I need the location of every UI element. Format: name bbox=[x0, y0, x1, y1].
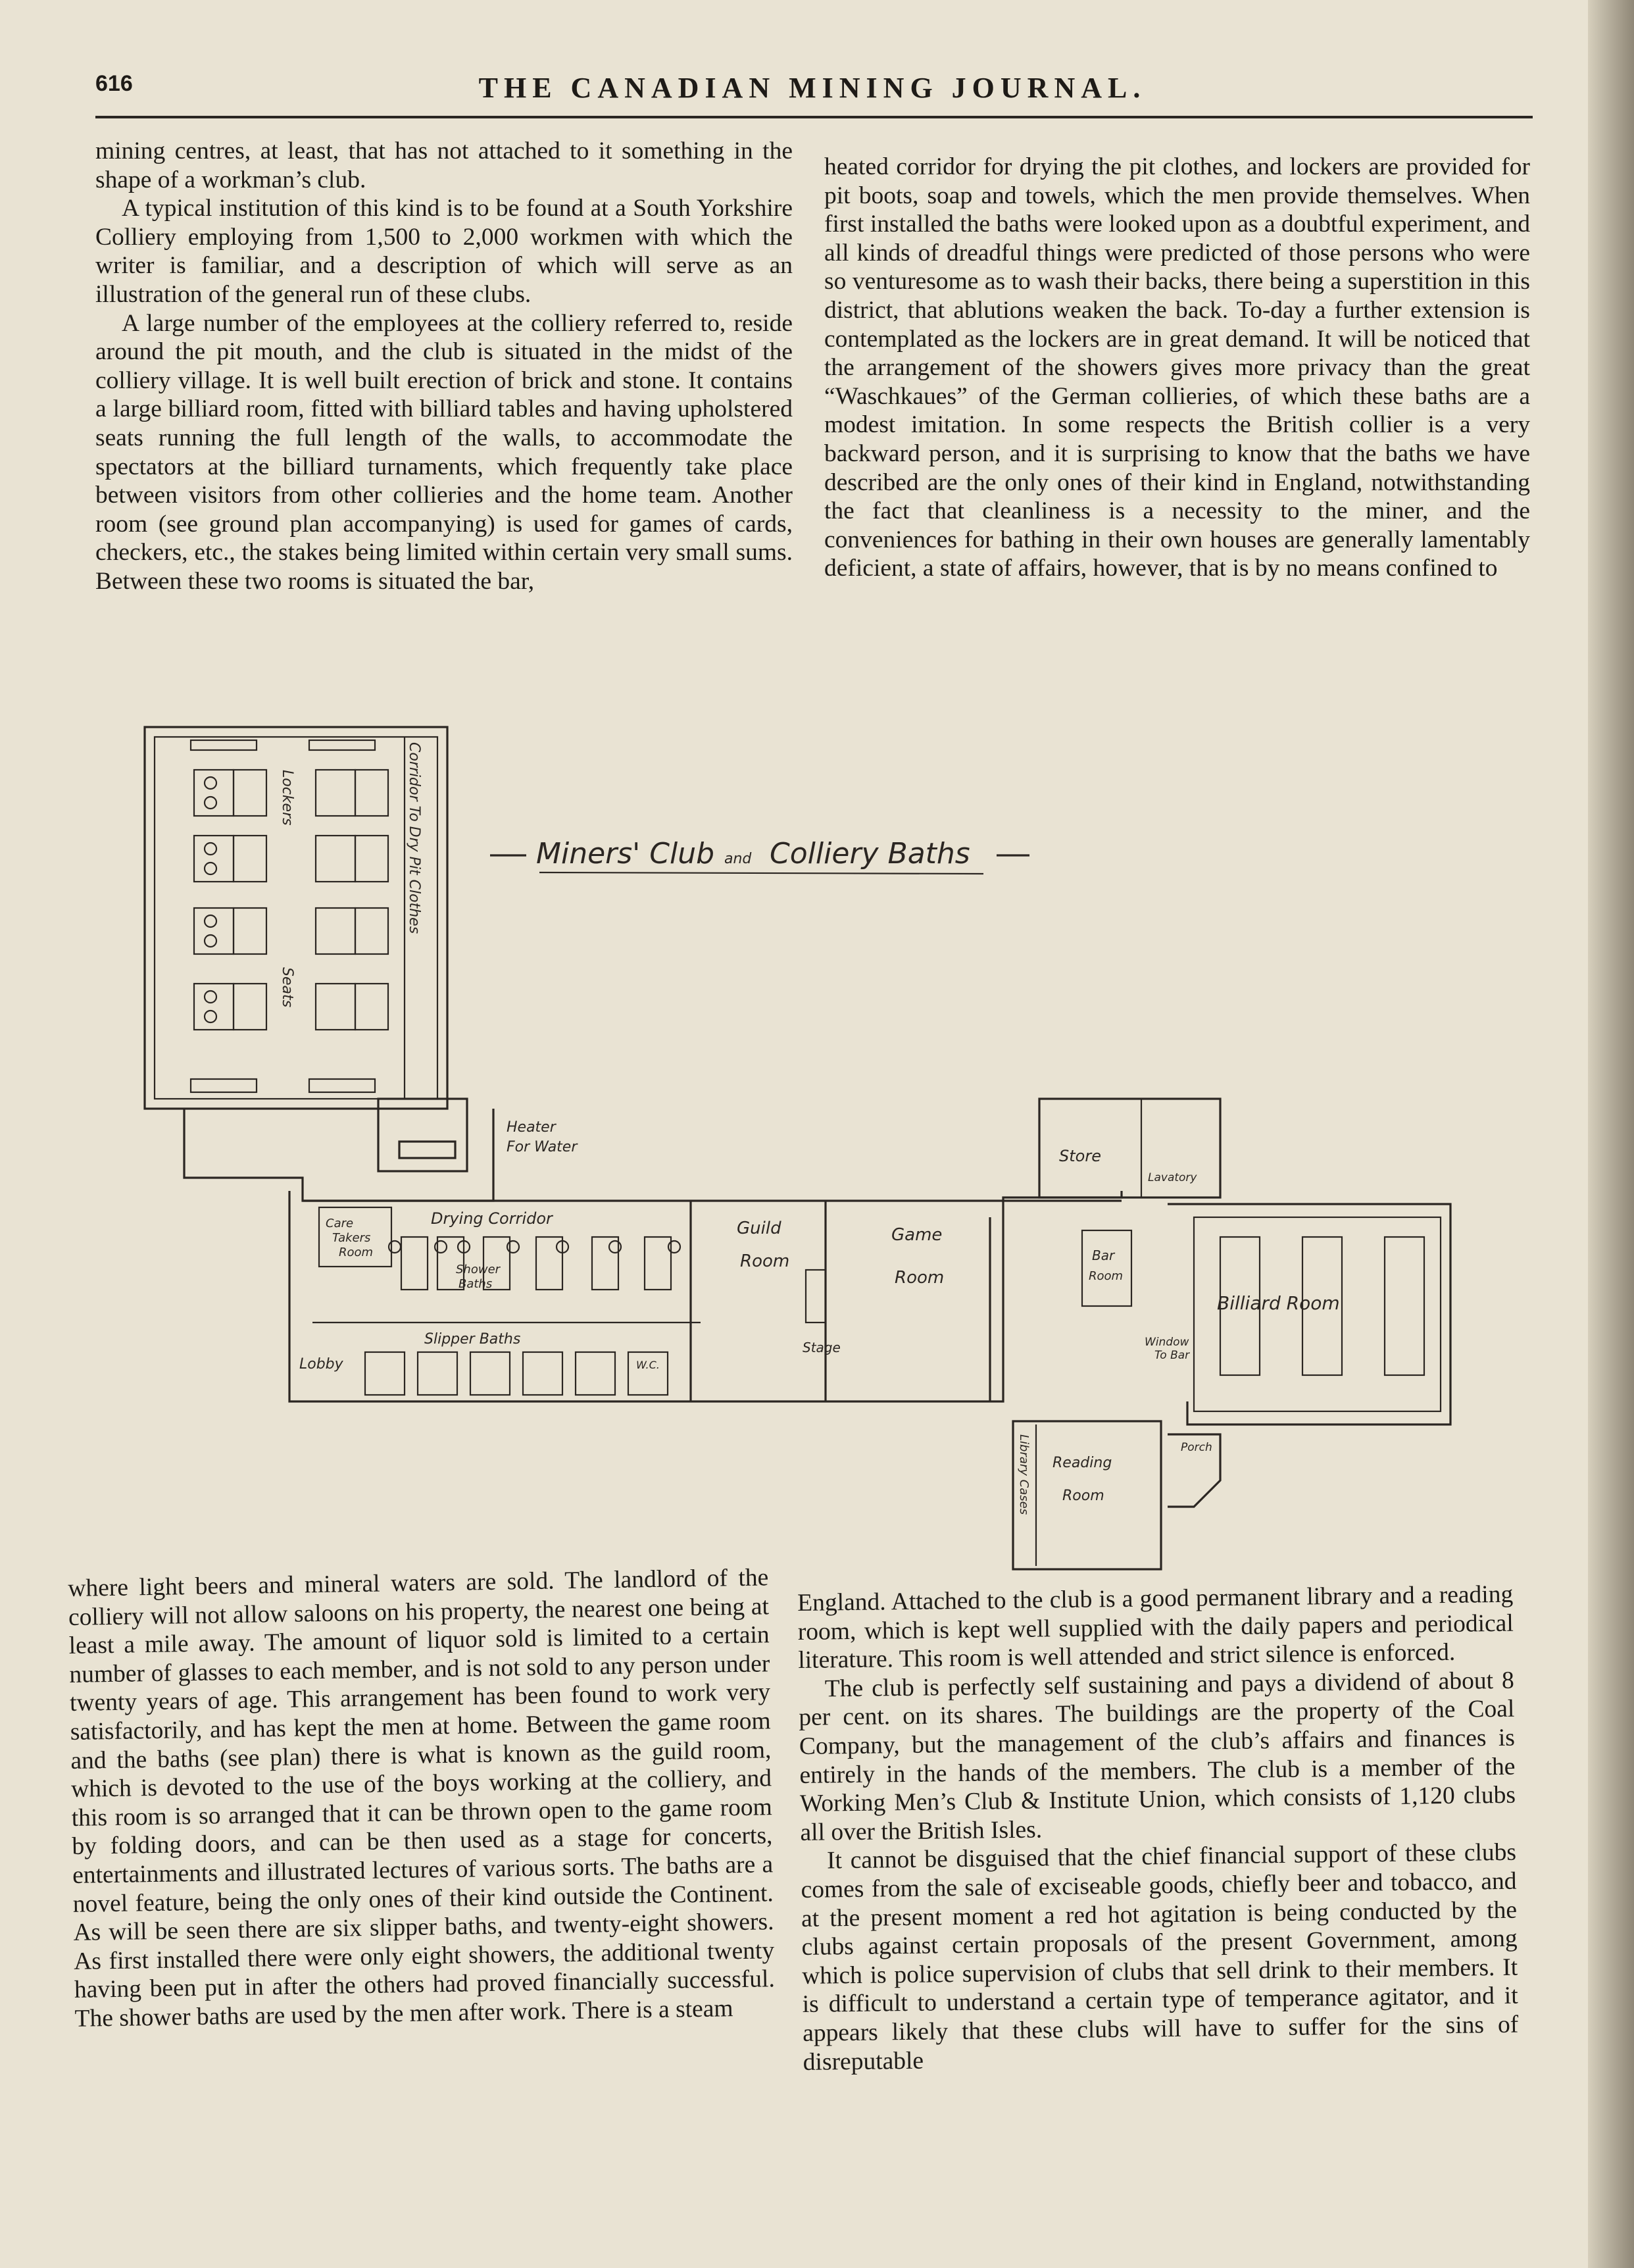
label-library: Library Cases bbox=[1017, 1434, 1031, 1515]
ground-plan-figure bbox=[141, 717, 1460, 1573]
label-slipper-baths: Slipper Baths bbox=[424, 1331, 521, 1348]
label-caretaker-3: Room bbox=[339, 1246, 374, 1259]
bar-room bbox=[1082, 1230, 1131, 1306]
title-underline bbox=[539, 872, 983, 874]
label-window-2: To Bar bbox=[1154, 1349, 1190, 1362]
label-lockers: Lockers bbox=[279, 770, 295, 826]
label-guild-1: Guild bbox=[737, 1219, 781, 1238]
locker-wing-inner bbox=[155, 737, 437, 1099]
page-edge-shadow bbox=[1588, 0, 1634, 2268]
label-bar-1: Bar bbox=[1092, 1247, 1115, 1263]
shower-stalls bbox=[389, 1237, 680, 1290]
label-store: Store bbox=[1059, 1147, 1101, 1165]
label-reading-2: Room bbox=[1062, 1488, 1104, 1504]
page-number: 616 bbox=[95, 71, 133, 96]
ground-plan-drawing bbox=[141, 717, 1460, 1573]
label-reading-1: Reading bbox=[1052, 1455, 1112, 1471]
label-porch: Porch bbox=[1181, 1441, 1212, 1454]
paragraph: heated corridor for drying the pit clothes, and lockers are provided for pit boots, soap and towels, which the men provide themselves. When first installed the baths were looked upon as a doubtful experiment, and all kinds of dreadful things were predicted of those persons who were so venturesome as to wash their backs, there being a superstition in this district, that ablutions weaken the back. To-day a further extension is contemplated as the lockers are in great demand. It will be noticed that the arrangement of the showers gives more privacy than the great “Waschkaues” of the German collieries, of which these baths are a modest imitation. In some respects the British collier is a very backward person, and it is surprising to know that the baths we have described are the only ones of their kind in England, notwithstanding the fact that cleanliness is a necessity to the miner, and the conveniences for bathing in their own houses are generally lamentably deficient, a state of affairs, however, that is by no means confined to bbox=[824, 153, 1530, 582]
column-bottom-left bbox=[68, 1563, 776, 2033]
plan-title-end: Colliery Baths bbox=[770, 837, 970, 870]
label-game-1: Game bbox=[891, 1225, 943, 1245]
page-header bbox=[95, 66, 1529, 118]
billiard-room bbox=[1194, 1217, 1441, 1411]
header-rule bbox=[95, 116, 1533, 118]
column-top-right bbox=[824, 153, 1530, 583]
paragraph: The club is perfectly self sustaining and pays a dividend of about 8 per cent. on its shares. The buildings are the property of the Coal Company, but the management of the club’s affairs and finances is entirely in the hands of the members. The club is a member of the Working Men’s Club & Institute Union, which consists of 1,120 clubs all over the British Isles. bbox=[799, 1667, 1516, 1846]
label-caretaker-1: Care bbox=[326, 1217, 354, 1230]
paragraph: It cannot be disguised that the chief financial support of these clubs comes from the sale of exciseable goods, chiefly beer and tobacco, and at the present moment a red hot agitation is being conducted by the clubs against certain proposals of the present Government, among which is police supervision of clubs that sell drink to their members. It is difficult to understand a certain type of temperance agitator, and it appears likely that these clubs will have to suffer for the sins of disreputable bbox=[801, 1839, 1519, 2076]
paragraph: where light beers and mineral waters are sold. The landlord of the colliery will not allow saloons on his property, the nearest one being at least a mile away. The amount of liquor sold is limited to a certain number of glasses to each member, and is not sold to any person under twenty years of age. This arrangement has been found to work very satisfactorily, and has kept the men at home. Between the game room and the baths (see plan) there is what is known as the guild room, which is devoted to the use of the boys working at the colliery, and this room is so arranged that it can be thrown open to the game room by folding doors, and can be then used as a stage for concerts, entertainments and illustrated lectures of various sorts. The baths are a novel feature, being the only ones of their kind outside the Continent. As will be seen there are six slipper baths, and twenty-eight showers. As first installed there were only eight showers, the additional twenty having been put in after the others had proved financially successful. The shower baths are used by the men after work. There is a steam bbox=[68, 1564, 776, 2032]
label-heater-1: Heater bbox=[507, 1119, 556, 1136]
label-shower-2: Baths bbox=[458, 1277, 493, 1291]
label-corridor: Corridor To Dry Pit Clothes bbox=[406, 742, 422, 934]
plan-title-and: and bbox=[724, 851, 752, 867]
paragraph: mining centres, at least, that has not attached to it something in the shape of a workman’s club. bbox=[95, 138, 793, 193]
plan-title-main: Miners' Club bbox=[536, 837, 715, 870]
label-stage: Stage bbox=[803, 1340, 841, 1355]
label-game-2: Room bbox=[895, 1268, 945, 1288]
stage-steps bbox=[806, 1270, 826, 1323]
label-window-1: Window bbox=[1145, 1336, 1189, 1349]
label-caretaker-2: Takers bbox=[332, 1231, 371, 1245]
label-lobby: Lobby bbox=[299, 1356, 343, 1373]
column-top-left bbox=[95, 137, 793, 596]
label-lavatory: Lavatory bbox=[1148, 1171, 1197, 1184]
label-heater-2: For Water bbox=[507, 1139, 578, 1155]
journal-title: THE CANADIAN MINING JOURNAL. bbox=[478, 72, 1147, 104]
paragraph: A typical institution of this kind is to be found at a South Yorkshire Colliery employing from 1,500 to 2,000 workmen with which the writer is familiar, and a description of which will serve as an illustration of the general run of these clubs. bbox=[95, 195, 793, 308]
locker-wing-outline bbox=[145, 727, 447, 1109]
paragraph: A large number of the employees at the colliery referred to, reside around the pit mouth, and the club is situated in the midst of the colliery village. It is well built erection of brick and stone. It contains a large billiard room, fitted with billiard tables and having upholstered seats running the full length of the walls, to accommodate the spectators at the billiard turnaments, which frequently take place between visitors from other collieries and the home team. Another room (see ground plan accompanying) is used for games of cards, checkers, etc., the stakes being limited within certain very small sums. Between these two rooms is situated the bar, bbox=[95, 309, 793, 595]
paragraph: England. Attached to the club is a good permanent library and a reading room, which is kept well supplied with the daily papers and periodical literature. This room is well attended and strict silence is enforced. bbox=[797, 1580, 1514, 1675]
billiard-table-3 bbox=[1385, 1237, 1424, 1375]
label-bar-2: Room bbox=[1089, 1269, 1124, 1283]
label-shower-1: Shower bbox=[456, 1263, 501, 1276]
label-billiard: Billiard Room bbox=[1217, 1292, 1340, 1314]
heater-unit bbox=[399, 1142, 455, 1158]
label-wc: W.C. bbox=[636, 1359, 660, 1371]
column-bottom-right bbox=[797, 1580, 1519, 2077]
label-guild-2: Room bbox=[740, 1251, 790, 1271]
label-drying-corridor: Drying Corridor bbox=[431, 1209, 553, 1228]
slipper-bath-tubs bbox=[365, 1352, 668, 1395]
connector-walls bbox=[184, 1109, 493, 1201]
label-seats: Seats bbox=[279, 967, 295, 1008]
main-block-south-wall bbox=[289, 1191, 1122, 1401]
